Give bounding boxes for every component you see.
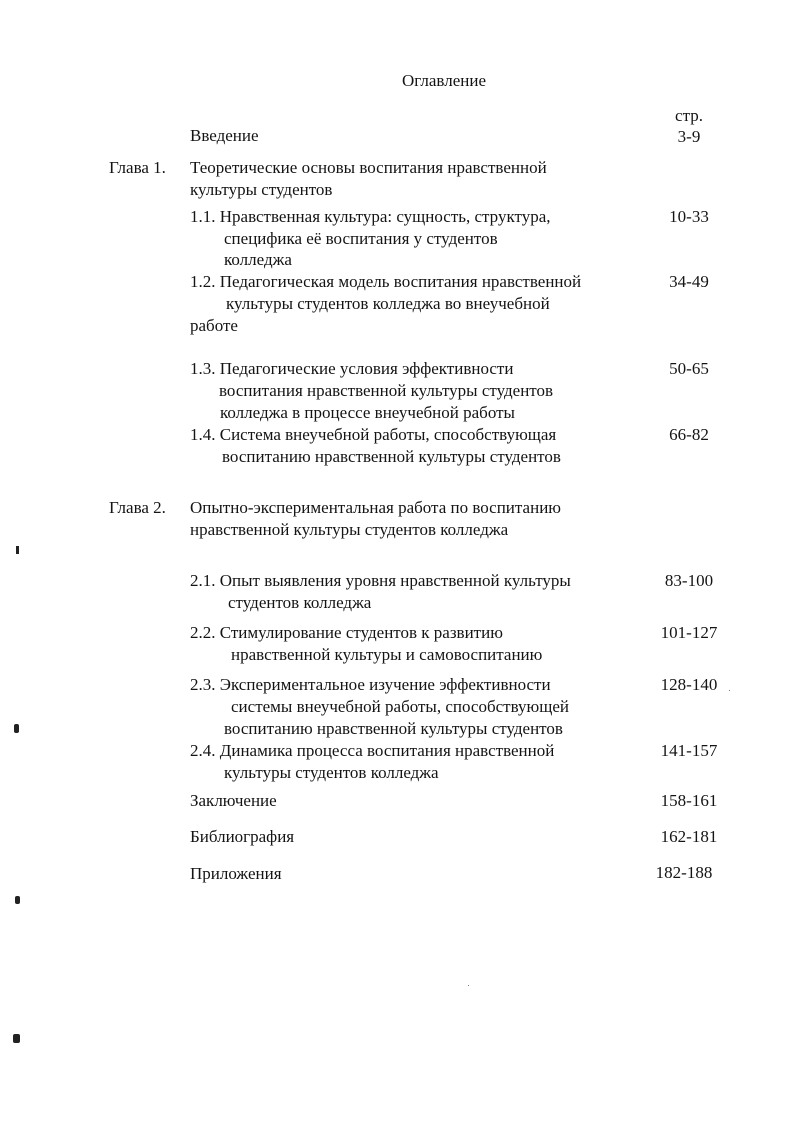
section-1-1-line-2: специфика её воспитания у студентов (224, 229, 498, 248)
section-1-4-pages: 66-82 (669, 425, 709, 444)
section-1-1-pages: 10-33 (669, 207, 709, 226)
section-2-2-line-2: нравственной культуры и самовоспитанию (231, 645, 543, 664)
section-1-3-line-3: колледжа в процессе внеучебной работы (220, 403, 515, 422)
toc-title: Оглавление (402, 71, 486, 90)
toc-entry-appendices: Приложения (190, 864, 282, 883)
section-1-2-line-3: работе (190, 316, 238, 335)
chapter-1-title-line-1: Теоретические основы воспитания нравственной (190, 158, 547, 177)
scan-mark (16, 546, 19, 554)
chapter-1-title-line-2: культуры студентов (190, 180, 333, 199)
scan-mark (13, 1034, 20, 1043)
chapter-2-title-line-1: Опытно-экспериментальная работа по воспитанию (190, 498, 561, 517)
section-2-4-pages: 141-157 (660, 741, 718, 760)
toc-entry-intro: Введение (190, 126, 259, 145)
toc-entry-bibliography: Библиография (190, 827, 295, 846)
section-2-4-line-1: 2.4. Динамика процесса воспитания нравственной (190, 741, 555, 760)
section-1-3-line-1: 1.3. Педагогические условия эффективности (190, 359, 514, 378)
toc-entry-appendices-pages: 182-188 (655, 863, 713, 882)
section-1-4-line-1: 1.4. Система внеучебной работы, способствующая (190, 425, 557, 444)
scan-mark (468, 985, 469, 986)
section-2-4-line-2: культуры студентов колледжа (224, 763, 439, 782)
toc-entry-intro-pages: 3-9 (677, 127, 701, 146)
scan-mark (15, 896, 20, 904)
section-2-2-line-1: 2.2. Стимулирование студентов к развитию (190, 623, 503, 642)
pages-column-header: стр. (675, 106, 703, 125)
toc-entry-bibliography-pages: 162-181 (660, 827, 718, 846)
section-1-3-line-2: воспитания нравственной культуры студентов (219, 381, 554, 400)
section-2-1-line-1: 2.1. Опыт выявления уровня нравственной культуры (190, 571, 571, 590)
section-1-2-line-1: 1.2. Педагогическая модель воспитания нравственной (190, 272, 582, 291)
toc-entry-conclusion: Заключение (190, 791, 277, 810)
section-1-2-pages: 34-49 (669, 272, 709, 291)
toc-entry-conclusion-pages: 158-161 (660, 791, 718, 810)
section-1-1-line-1: 1.1. Нравственная культура: сущность, структура, (190, 207, 551, 226)
chapter-2-title-line-2: нравственной культуры студентов колледжа (190, 520, 509, 539)
section-1-1-line-3: колледжа (224, 250, 292, 269)
section-2-2-pages: 101-127 (660, 623, 718, 642)
section-1-2-line-2: культуры студентов колледжа во внеучебной (226, 294, 550, 313)
section-1-4-line-2: воспитанию нравственной культуры студентов (222, 447, 561, 466)
scan-mark (729, 690, 730, 691)
section-2-3-pages: 128-140 (660, 675, 718, 694)
chapter-2-label: Глава 2. (109, 498, 166, 517)
section-2-1-pages: 83-100 (664, 571, 714, 590)
section-2-3-line-3: воспитанию нравственной культуры студентов (224, 719, 563, 738)
section-1-3-pages: 50-65 (669, 359, 709, 378)
section-2-3-line-2: системы внеучебной работы, способствующей (231, 697, 569, 716)
scan-mark (14, 724, 19, 733)
section-2-1-line-2: студентов колледжа (228, 593, 372, 612)
section-2-3-line-1: 2.3. Экспериментальное изучение эффективности (190, 675, 551, 694)
chapter-1-label: Глава 1. (109, 158, 166, 177)
